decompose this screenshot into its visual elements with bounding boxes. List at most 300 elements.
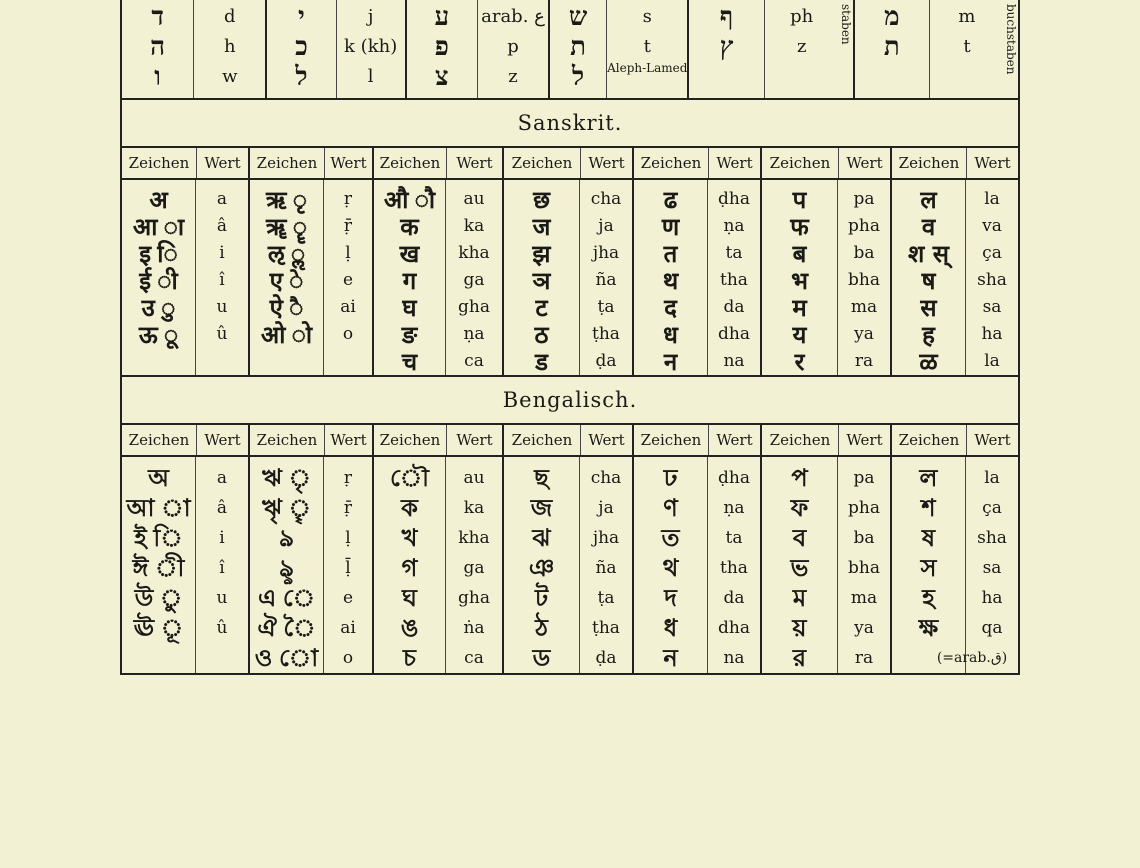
column-header-group [504,425,634,455]
zeichen-column [504,457,580,673]
zeichen-header: Zeichen [634,148,709,178]
hebrew-letter: צ [435,62,449,92]
letter-glyph: প [791,463,808,492]
sanskrit-column-headers [122,148,1018,180]
letter-glyph: আ া [126,493,191,522]
letter-value: ṭha [592,618,620,638]
hebrew-letter-column [550,0,606,98]
letter-value: ra [854,648,874,668]
letter-glyph: ङ [401,320,418,349]
letter-glyph: ड [535,347,548,376]
letter-glyph: ঝ [532,523,551,552]
letter-glyph: ट [535,293,548,322]
letter-glyph: प [792,185,807,214]
letter-glyph: ढ [663,185,678,214]
hebrew-letter: י [298,2,305,32]
zeichen-header: Zeichen [374,148,447,178]
letter-value: sha [977,528,1007,548]
letter-glyph: ৠ ৄ [262,493,311,522]
hebrew-cell [689,0,854,98]
hebrew-letter: כ [295,32,308,62]
hebrew-cell [855,0,1018,98]
letter-value: î [219,558,225,578]
letter-glyph: उ ु [141,293,176,322]
letter-glyph: ঙ [400,613,419,642]
letter-glyph: ক্ষ [918,613,939,642]
letter-value: ya [854,618,874,638]
hebrew-value: arab. ع [481,6,545,27]
letter-value: tha [720,270,748,290]
zeichen-header: Zeichen [892,425,967,455]
letter-value: ḍha [718,189,750,209]
hebrew-letter-column [855,0,929,98]
zeichen-column [762,457,838,673]
letter-glyph: ছ [534,463,549,492]
wert-column [446,180,502,375]
wert-header: Wert [588,154,625,172]
letter-value: o [342,324,354,344]
wert-header: Wert [974,154,1011,172]
letter-value: a [216,189,228,209]
letter-value: ṭha [592,324,620,344]
hebrew-letter-column [122,0,193,98]
letter-glyph: ञ [532,266,551,295]
letter-value: ta [725,528,743,548]
letter-value: sha [977,270,1007,290]
letter-value: ṛ [343,189,353,209]
letter-glyph: ৌ [389,463,430,492]
letter-value: ṝ [343,216,353,236]
column-header-group [892,148,1018,178]
hebrew-value: l [367,66,374,87]
letter-value: pa [853,189,875,209]
zeichen-header: Zeichen [250,425,325,455]
zeichen-column [374,457,446,673]
zeichen-header: Zeichen [504,148,581,178]
hebrew-value: j [367,6,374,27]
letter-glyph: म [792,293,807,322]
letter-value: ṇa [463,324,485,344]
letter-glyph: ऌ ॢ [267,239,306,268]
sanskrit-title: Sanskrit. [122,100,1018,148]
sanskrit-table [122,180,1018,377]
letter-glyph: ल [920,185,937,214]
letter-value: pha [848,498,880,518]
letter-glyph: क [400,212,419,241]
letter-group [634,457,762,673]
letter-group [250,457,374,673]
wert-header: Wert [588,431,625,449]
hebrew-letter: ל [572,62,585,92]
column-header-group [762,148,892,178]
letter-group [762,180,892,375]
wert-column [324,457,372,673]
wert-column [838,180,890,375]
letter-value: cha [590,468,622,488]
letter-value: da [723,297,745,317]
hebrew-value-column [606,0,687,98]
hebrew-value: z [508,66,518,87]
hebrew-letter: ו [154,62,161,92]
hebrew-strip [122,0,1018,100]
letter-glyph: ओ ो [260,320,313,349]
letter-glyph: द [664,293,677,322]
letter-glyph: ভ [790,553,809,582]
letter-glyph: भ [791,266,808,295]
zeichen-header: Zeichen [122,148,197,178]
letter-note: (=arab.ق) [936,650,1008,666]
hebrew-value: w [222,66,238,87]
letter-value: ba [853,528,875,548]
letter-value: ca [464,648,484,668]
wert-header: Wert [456,431,493,449]
letter-value: ṇa [723,498,745,518]
letter-glyph: अ [149,185,168,214]
letter-glyph: ঈ ী [132,553,185,582]
wert-column [708,457,760,673]
zeichen-column [122,457,196,673]
letter-glyph: ম [792,583,807,612]
zeichen-header: Zeichen [762,148,839,178]
wert-column [580,180,632,375]
letter-value: kha [458,528,490,548]
letter-glyph: স [920,553,937,582]
letter-glyph: ঢ [663,463,678,492]
letter-value: jha [592,528,620,548]
letter-value: u [216,297,228,317]
letter-glyph: च [401,347,418,376]
letter-value: ha [981,588,1003,608]
letter-glyph: ऊ ू [138,320,179,349]
letter-glyph: ঊ ূ [133,613,184,642]
hebrew-cell [407,0,550,98]
bengali-title: Bengalisch. [122,377,1018,425]
letter-value: u [216,588,228,608]
letter-value: qa [981,618,1003,638]
letter-glyph: ট [534,583,549,612]
zeichen-header: Zeichen [504,425,581,455]
letter-group [504,180,634,375]
letter-value: sa [982,558,1002,578]
letter-glyph: ব [792,523,807,552]
letter-glyph: ধ [663,613,678,642]
column-header-group [374,148,504,178]
letter-value: e [342,270,354,290]
letter-value: jha [592,243,620,263]
zeichen-column [762,180,838,375]
hebrew-value: t [643,36,651,57]
wert-column [580,457,632,673]
letter-value: ba [853,243,875,263]
letter-glyph: छ [533,185,550,214]
hebrew-letter: פ [434,32,449,62]
letter-glyph: य [792,320,807,349]
letter-glyph: ह [922,320,935,349]
letter-glyph: শ [921,493,936,522]
hebrew-value: t [963,36,971,57]
hebrew-letter: ץ [719,32,734,62]
zeichen-header: Zeichen [374,425,447,455]
column-header-group [634,148,762,178]
letter-value: â [216,498,228,518]
letter-glyph: ष [921,266,936,295]
column-header-group [250,425,374,455]
zeichen-header: Zeichen [122,425,197,455]
letter-value: pha [848,216,880,236]
hebrew-letter: ל [295,62,308,92]
letter-glyph: জ [530,493,553,522]
letter-glyph: ড [532,643,551,672]
letter-value: ya [854,324,874,344]
zeichen-header: Zeichen [892,148,967,178]
bengali-table [122,457,1018,673]
letter-glyph: ध [663,320,678,349]
wert-header: Wert [974,431,1011,449]
table-frame [120,0,1020,675]
zeichen-header: Zeichen [250,148,325,178]
column-header-group [250,148,374,178]
letter-value: û [216,618,228,638]
hebrew-letter: ע [434,2,450,32]
letter-glyph: झ [532,239,551,268]
zeichen-column [504,180,580,375]
letter-value: da [723,588,745,608]
column-header-group [892,425,1018,455]
wert-header: Wert [846,154,883,172]
column-header-group [374,425,504,455]
letter-glyph: ळ [919,347,938,376]
letter-group [892,180,1018,375]
letter-value: na [723,351,745,371]
letter-value: e [342,588,354,608]
letter-value: ja [598,498,614,518]
letter-glyph: ঋ ৃ [262,463,311,492]
column-header-group [504,148,634,178]
zeichen-column [892,180,966,375]
letter-glyph: খ [401,523,418,552]
letter-glyph: ঌ [279,523,294,552]
letter-glyph: ক [401,493,418,522]
letter-value: ḍa [595,351,617,371]
letter-glyph: য় [792,613,807,642]
letter-glyph: न [663,347,678,376]
letter-value: dha [718,618,750,638]
letter-glyph: ও ো [254,643,319,672]
letter-glyph: इ ि [139,239,178,268]
letter-value: ṭa [597,297,615,317]
letter-glyph: ग [402,266,417,295]
wert-header: Wert [204,154,241,172]
hebrew-value: m [958,6,976,27]
hebrew-value-column [336,0,405,98]
column-header-group [762,425,892,455]
letter-value: ma [850,297,878,317]
letter-glyph: स [920,293,937,322]
letter-group [504,457,634,673]
hebrew-cell [122,0,267,98]
letter-value: ka [463,216,485,236]
letter-glyph: ठ [534,320,549,349]
letter-value: â [216,216,228,236]
letter-glyph: উ ু [134,583,183,612]
letter-glyph: ই ি [134,523,183,552]
wert-column [966,180,1018,375]
letter-group [250,180,374,375]
letter-glyph: ঘ [402,583,417,612]
letter-value: cha [590,189,622,209]
letter-glyph: औ ौ [383,185,436,214]
letter-glyph: र [794,347,805,376]
letter-glyph: त [663,239,678,268]
letter-glyph: थ [662,266,679,295]
wert-column [324,180,372,375]
hebrew-value: Aleph-Lamed [607,61,688,75]
letter-value: au [463,189,485,209]
letter-group [762,457,892,673]
letter-glyph: ण [661,212,680,241]
letter-glyph: এ ে [257,583,316,612]
hebrew-vertical-label: staben [838,4,853,45]
hebrew-letter-column [267,0,335,98]
letter-glyph: অ [148,463,169,492]
wert-column [196,180,248,375]
letter-value: ra [854,351,874,371]
letter-value: ṛ [343,468,353,488]
column-header-group [122,425,250,455]
wert-column [446,457,502,673]
letter-value: ta [725,243,743,263]
letter-value: ṇa [723,216,745,236]
letter-value: la [984,351,1000,371]
wert-header: Wert [330,431,367,449]
letter-group [122,457,250,673]
hebrew-value-column [929,0,1004,98]
letter-value: ja [598,216,614,236]
letter-glyph: ষ [921,523,936,552]
zeichen-header: Zeichen [634,425,709,455]
letter-value: ma [850,588,878,608]
letter-value: ai [340,618,356,638]
letter-glyph: व [921,212,936,241]
letter-glyph: फ [790,212,809,241]
wert-header: Wert [716,431,753,449]
letter-group [634,180,762,375]
hebrew-value: k (kh) [344,36,398,57]
letter-glyph: ॠ ॄ [266,212,307,241]
letter-value: ga [463,270,485,290]
letter-value: ḹ [345,558,351,578]
letter-value: gha [458,297,490,317]
letter-glyph: চ [403,643,416,672]
column-header-group [122,148,250,178]
hebrew-cell [550,0,689,98]
hebrew-cell [267,0,406,98]
hebrew-letter-column [689,0,763,98]
letter-value: sa [982,297,1002,317]
letter-value: o [342,648,354,668]
hebrew-value: h [223,36,236,57]
zeichen-header: Zeichen [762,425,839,455]
letter-value: dha [718,324,750,344]
letter-value: bha [848,270,880,290]
letter-glyph: ঠ [535,613,548,642]
letter-value: a [216,468,228,488]
letter-value: ça [982,498,1002,518]
bengali-column-headers [122,425,1018,457]
hebrew-letter: ף [719,2,734,32]
letter-glyph: ল [919,463,938,492]
letter-glyph: ন [663,643,678,672]
wert-column [838,457,890,673]
letter-group [374,457,504,673]
letter-glyph: ऋ ृ [266,185,307,214]
letter-glyph: ৡ [279,553,294,582]
letter-glyph: ख [399,239,420,268]
letter-value: ça [982,243,1002,263]
letter-glyph: ब [792,239,807,268]
wert-column [936,457,1018,673]
letter-glyph: घ [402,293,417,322]
wert-header: Wert [456,154,493,172]
letter-group [892,457,1018,673]
hebrew-value: ph [790,6,814,27]
alphabet-table [120,0,1020,675]
wert-header: Wert [846,431,883,449]
hebrew-value: s [642,6,652,27]
letter-glyph: দ [664,583,677,612]
letter-glyph: ई ी [139,266,178,295]
letter-value: ṅa [463,618,485,638]
letter-glyph: র [792,643,807,672]
hebrew-value-column [477,0,548,98]
letter-value: ṭa [597,588,615,608]
wert-column [196,457,248,673]
zeichen-column [634,457,708,673]
letter-glyph: ণ [663,493,678,522]
letter-glyph: ज [532,212,551,241]
letter-glyph: ত [661,523,680,552]
hebrew-letter: מ [884,2,900,32]
letter-value: ña [595,270,617,290]
letter-glyph: ऐ ै [269,293,304,322]
hebrew-value: p [507,36,519,57]
wert-header: Wert [330,154,367,172]
letter-glyph: ঞ [528,553,555,582]
wert-header: Wert [716,154,753,172]
letter-value: kha [458,243,490,263]
hebrew-value: z [796,36,807,57]
hebrew-value: d [224,6,236,27]
letter-glyph: ঐ ৈ [257,613,316,642]
letter-value: la [984,468,1000,488]
letter-glyph: ए े [269,266,304,295]
hebrew-value-column [764,0,839,98]
letter-value: i [219,243,225,263]
letter-value: ña [595,558,617,578]
letter-value: bha [848,558,880,578]
letter-value: la [984,189,1000,209]
letter-group [122,180,250,375]
letter-value: na [723,648,745,668]
letter-glyph: आ ा [132,212,185,241]
letter-value: û [216,324,228,344]
letter-value: ca [464,351,484,371]
wert-column [708,180,760,375]
letter-glyph: श स् [908,239,949,268]
hebrew-letter-column [407,0,477,98]
letter-value: ḍha [718,468,750,488]
letter-value: ka [463,498,485,518]
